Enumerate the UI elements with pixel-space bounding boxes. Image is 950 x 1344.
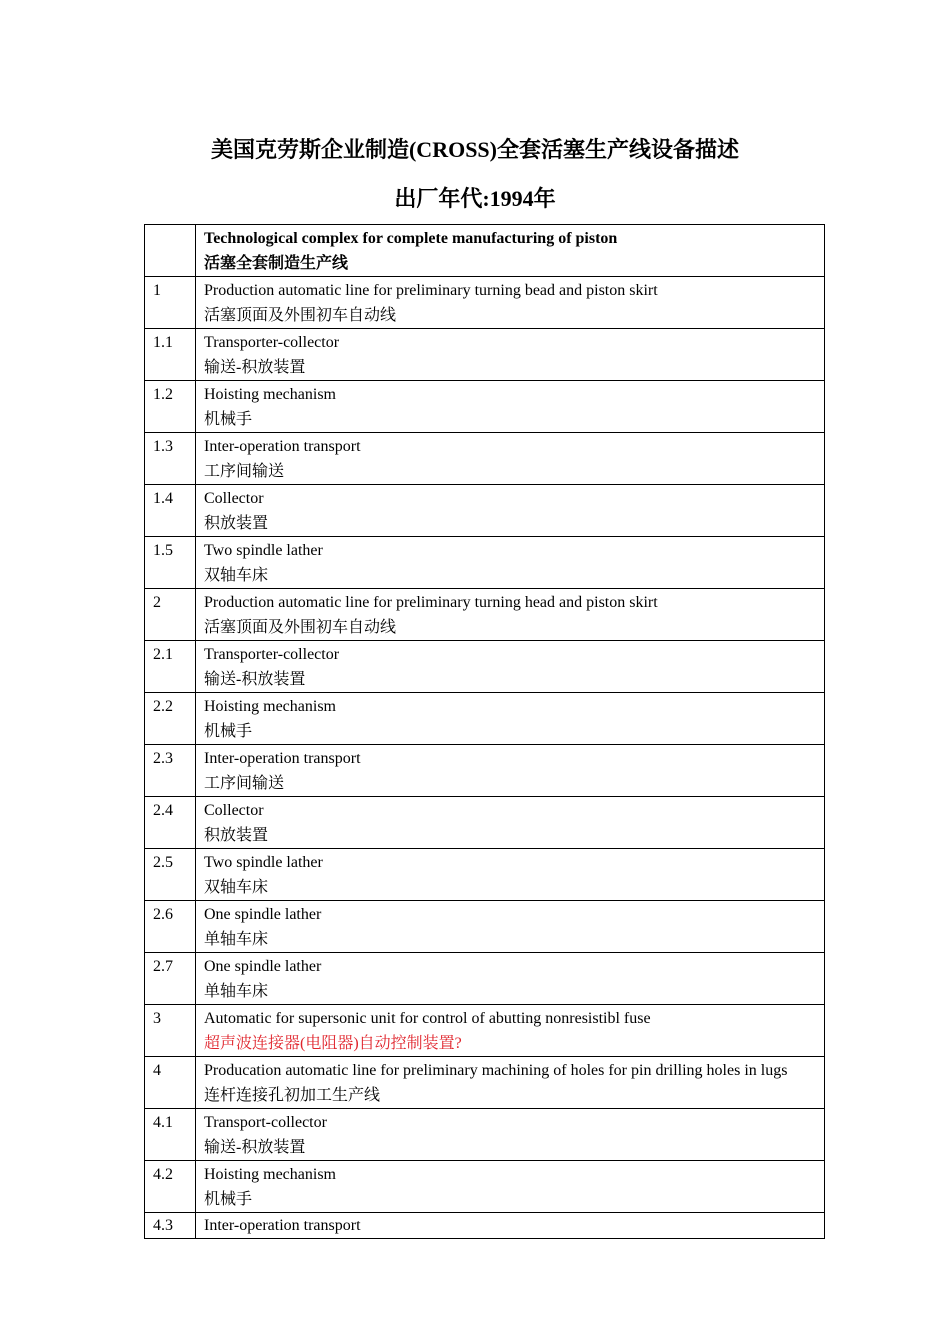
item-chinese-text: 双轴车床 (204, 567, 269, 584)
item-description (196, 1005, 825, 1057)
item-description (196, 901, 825, 953)
table-row (145, 1161, 825, 1213)
item-english-text: Transporter-collector (204, 334, 340, 351)
table-row (145, 797, 825, 849)
item-english-text: One spindle lather (204, 906, 322, 923)
item-english-text: Collector (204, 802, 264, 819)
table-row (145, 1109, 825, 1161)
item-number: 1.4 (145, 485, 196, 537)
item-number: 4.2 (145, 1161, 196, 1213)
item-description (196, 329, 825, 381)
item-number: 2.2 (145, 693, 196, 745)
item-description (196, 433, 825, 485)
table-row (145, 745, 825, 797)
item-description (196, 1213, 825, 1239)
item-chinese-text: 单轴车床 (204, 983, 269, 1000)
item-description (196, 641, 825, 693)
item-chinese-text: 输送-积放装置 (204, 359, 306, 376)
document-subtitle: 出厂年代:1994年 (394, 186, 556, 211)
table-row (145, 901, 825, 953)
item-description (196, 1161, 825, 1213)
item-description (196, 1057, 825, 1109)
table-row (145, 849, 825, 901)
item-number: 4 (145, 1057, 196, 1109)
header-chinese-text: 活塞全套制造生产线 (204, 255, 349, 272)
item-number: 2.1 (145, 641, 196, 693)
header-number-cell (145, 225, 196, 277)
header-english-text: Technological complex for complete manufacturing of piston (204, 230, 618, 247)
item-chinese-text: 机械手 (204, 723, 253, 740)
item-number: 2.3 (145, 745, 196, 797)
item-english-text: Automatic for supersonic unit for control of abutting nonresistibl fuse (204, 1010, 651, 1027)
item-english-text: Hoisting mechanism (204, 386, 336, 403)
item-number: 2.6 (145, 901, 196, 953)
item-english-text: Hoisting mechanism (204, 698, 336, 715)
item-description (196, 693, 825, 745)
item-number: 1.1 (145, 329, 196, 381)
item-number: 1.2 (145, 381, 196, 433)
item-description (196, 797, 825, 849)
item-english-text: Collector (204, 490, 264, 507)
table-row (145, 433, 825, 485)
item-english-text: One spindle lather (204, 958, 322, 975)
item-description (196, 537, 825, 589)
item-description (196, 1109, 825, 1161)
item-description (196, 745, 825, 797)
item-chinese-text: 活塞顶面及外围初车自动线 (204, 619, 397, 636)
item-english-text: Inter-operation transport (204, 1217, 361, 1234)
table-row (145, 641, 825, 693)
item-english-text: Producation automatic line for preliminary machining of holes for pin drilling holes in lugs (204, 1062, 788, 1079)
item-chinese-text-highlighted: 超声波连接器(电阻器)自动控制装置? (204, 1035, 462, 1052)
item-number: 1.5 (145, 537, 196, 589)
item-chinese-text: 活塞顶面及外围初车自动线 (204, 307, 397, 324)
item-description (196, 849, 825, 901)
item-description (196, 589, 825, 641)
item-english-text: Transporter-collector (204, 646, 340, 663)
item-description (196, 953, 825, 1005)
table-row (145, 277, 825, 329)
item-number: 1 (145, 277, 196, 329)
table-row (145, 329, 825, 381)
item-chinese-text: 连杆连接孔初加工生产线 (204, 1087, 381, 1104)
item-english-text: Transport-collector (204, 1114, 327, 1131)
table-row (145, 1057, 825, 1109)
item-description (196, 381, 825, 433)
table-row-partial (145, 1213, 825, 1239)
item-number: 2.5 (145, 849, 196, 901)
table-row (145, 1005, 825, 1057)
table-row (145, 953, 825, 1005)
item-english-text: Inter-operation transport (204, 438, 361, 455)
item-number: 4.1 (145, 1109, 196, 1161)
item-chinese-text: 输送-积放装置 (204, 671, 306, 688)
item-number: 2 (145, 589, 196, 641)
item-chinese-text: 积放装置 (204, 515, 269, 532)
item-english-text: Production automatic line for preliminary turning bead and piston skirt (204, 282, 658, 299)
table-row (145, 589, 825, 641)
item-chinese-text: 输送-积放装置 (204, 1139, 306, 1156)
table-row (145, 537, 825, 589)
item-chinese-text: 工序间输送 (204, 775, 285, 792)
table-row (145, 381, 825, 433)
header-description-cell (196, 225, 825, 277)
item-chinese-text: 积放装置 (204, 827, 269, 844)
item-number: 2.4 (145, 797, 196, 849)
item-chinese-text: 单轴车床 (204, 931, 269, 948)
item-english-text: Production automatic line for preliminary turning head and piston skirt (204, 594, 658, 611)
item-description (196, 277, 825, 329)
table-header-row (145, 225, 825, 277)
item-chinese-text: 机械手 (204, 411, 253, 428)
item-english-text: Inter-operation transport (204, 750, 361, 767)
item-english-text: Two spindle lather (204, 854, 323, 871)
item-chinese-text: 工序间输送 (204, 463, 285, 480)
item-english-text: Hoisting mechanism (204, 1166, 336, 1183)
table-row (145, 693, 825, 745)
item-number: 4.3 (145, 1213, 196, 1239)
table-row (145, 485, 825, 537)
item-number: 2.7 (145, 953, 196, 1005)
item-english-text: Two spindle lather (204, 542, 323, 559)
document-title: 美国克劳斯企业制造(CROSS)全套活塞生产线设备描述 (210, 137, 739, 162)
equipment-table (144, 224, 825, 1239)
item-chinese-text: 机械手 (204, 1191, 253, 1208)
item-number: 1.3 (145, 433, 196, 485)
item-description (196, 485, 825, 537)
item-chinese-text: 双轴车床 (204, 879, 269, 896)
item-number: 3 (145, 1005, 196, 1057)
